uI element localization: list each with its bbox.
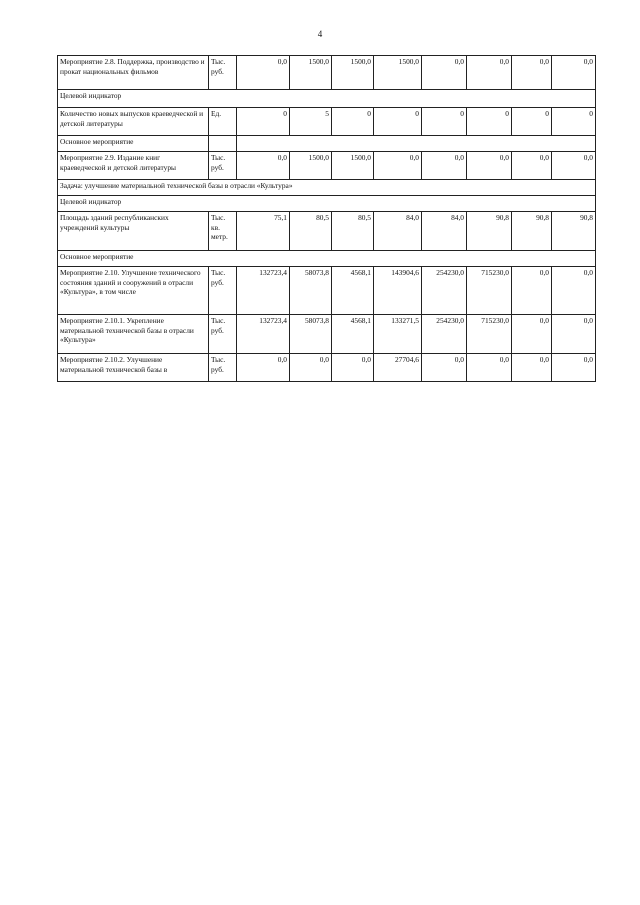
value-cell: 0,0 (290, 354, 332, 382)
value-cell: 0,0 (552, 315, 596, 354)
measure-name-cell: Мероприятие 2.10.2. Улучшение материальной технической базы в (58, 354, 209, 382)
page-number: 4 (317, 29, 323, 39)
section-header-cell: Задача: улучшение материальной технической базы в отрасли «Культура» (58, 180, 596, 196)
table-row (58, 267, 596, 315)
value-cell: 0 (552, 108, 596, 136)
empty-cell (209, 136, 237, 152)
value-cell: 0,0 (512, 354, 552, 382)
value-cell: 0,0 (332, 354, 374, 382)
table-row (58, 212, 596, 251)
value-cell: 58073,8 (290, 315, 332, 354)
value-cell: 254230,0 (422, 267, 467, 315)
value-cell: 27704,6 (374, 354, 422, 382)
value-cell: 1500,0 (332, 56, 374, 90)
value-cell: 4568,1 (332, 315, 374, 354)
value-cell: 84,0 (374, 212, 422, 251)
value-cell: 132723,4 (237, 267, 290, 315)
unit-cell: Ед. (209, 108, 237, 136)
value-cell: 0,0 (422, 354, 467, 382)
unit-cell: Тыс. кв. метр. (209, 212, 237, 251)
value-cell: 132723,4 (237, 315, 290, 354)
value-cell: 0,0 (237, 354, 290, 382)
value-cell: 0,0 (512, 267, 552, 315)
value-cell: 0,0 (237, 56, 290, 90)
value-cell: 0,0 (422, 152, 467, 180)
unit-cell: Тыс. руб. (209, 354, 237, 382)
value-cell: 0,0 (552, 267, 596, 315)
value-cell: 0,0 (467, 152, 512, 180)
value-cell: 0 (512, 108, 552, 136)
measure-name-cell: Количество новых выпусков краеведческой и детской литературы (58, 108, 209, 136)
value-cell: 1500,0 (332, 152, 374, 180)
unit-cell: Тыс. руб. (209, 152, 237, 180)
table-row (58, 196, 596, 212)
unit-cell: Тыс. руб. (209, 267, 237, 315)
value-cell: 75,1 (237, 212, 290, 251)
measure-name-cell: Мероприятие 2.9. Издание книг краеведческой и детской литературы (58, 152, 209, 180)
value-cell: 1500,0 (290, 56, 332, 90)
unit-cell: Тыс. руб. (209, 315, 237, 354)
value-cell: 1500,0 (290, 152, 332, 180)
value-cell: 0,0 (552, 354, 596, 382)
measure-name-cell: Мероприятие 2.8. Поддержка, производство и прокат национальных фильмов (58, 56, 209, 90)
value-cell: 0,0 (237, 152, 290, 180)
section-header-cell: Основное мероприятие (58, 251, 596, 267)
value-cell: 80,5 (332, 212, 374, 251)
measure-name-cell: Мероприятие 2.10. Улучшение технического состояния зданий и сооружений в отрасли «Культура», в том числе (58, 267, 209, 315)
value-cell: 1500,0 (374, 56, 422, 90)
value-cell: 0,0 (467, 56, 512, 90)
table-row (58, 56, 596, 90)
section-header-cell: Целевой индикатор (58, 196, 596, 212)
value-cell: 5 (290, 108, 332, 136)
value-cell: 254230,0 (422, 315, 467, 354)
table-row (58, 354, 596, 382)
table-row (58, 108, 596, 136)
unit-cell: Тыс. руб. (209, 56, 237, 90)
table-row (58, 90, 596, 108)
value-cell: 4568,1 (332, 267, 374, 315)
value-cell: 0,0 (467, 354, 512, 382)
value-cell: 0,0 (374, 152, 422, 180)
value-cell: 58073,8 (290, 267, 332, 315)
value-cell: 0,0 (422, 56, 467, 90)
value-cell: 0,0 (552, 56, 596, 90)
value-cell: 90,8 (467, 212, 512, 251)
value-cell: 0 (467, 108, 512, 136)
value-cell: 0,0 (512, 315, 552, 354)
value-cell: 90,8 (552, 212, 596, 251)
measure-name-cell: Площадь зданий республиканских учреждений культуры (58, 212, 209, 251)
value-cell: 0,0 (552, 152, 596, 180)
table-row (58, 315, 596, 354)
program-table (57, 55, 596, 382)
value-cell: 80,5 (290, 212, 332, 251)
value-cell: 715230,0 (467, 315, 512, 354)
value-cell: 0 (332, 108, 374, 136)
table-row (58, 251, 596, 267)
value-cell: 0,0 (512, 56, 552, 90)
table-row (58, 136, 596, 152)
measure-name-cell: Мероприятие 2.10.1. Укрепление материальной технической базы в отрасли «Культура» (58, 315, 209, 354)
value-cell: 143904,6 (374, 267, 422, 315)
section-header-cell: Целевой индикатор (58, 90, 596, 108)
value-cell: 84,0 (422, 212, 467, 251)
section-header-cell: Основное мероприятие (58, 136, 209, 152)
table-row (58, 152, 596, 180)
empty-cell (237, 136, 596, 152)
value-cell: 0,0 (512, 152, 552, 180)
value-cell: 90,8 (512, 212, 552, 251)
value-cell: 715230,0 (467, 267, 512, 315)
value-cell: 0 (422, 108, 467, 136)
value-cell: 0 (237, 108, 290, 136)
value-cell: 0 (374, 108, 422, 136)
value-cell: 133271,5 (374, 315, 422, 354)
table-row (58, 180, 596, 196)
